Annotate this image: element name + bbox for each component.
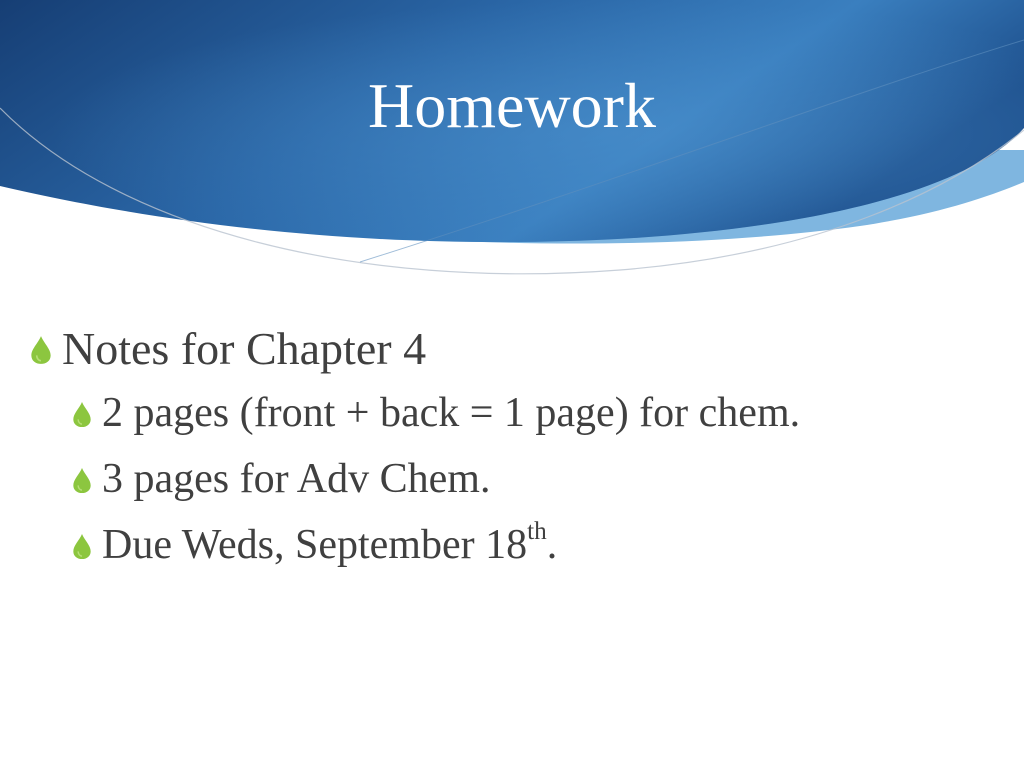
droplet-icon [72,533,92,560]
due-date-text: Due Weds, September 18 [102,522,528,568]
bullet-text: 3 pages for Adv Chem. [102,456,491,502]
bullet-item-adv-chem-pages [30,446,1010,512]
slide-title: Homework [368,70,656,141]
bullet-item-chem-pages [30,380,1010,446]
bullet-item-chapter-notes [30,318,1010,380]
header-background [0,0,1024,300]
bullet-text: 2 pages (front + back = 1 page) for chem. [102,390,801,436]
bullet-text [102,512,557,578]
bullet-item-due-date [30,512,1010,578]
bullet-text: Notes for Chapter 4 [62,323,427,374]
droplet-icon [30,335,52,365]
bullet-list [30,318,1010,578]
droplet-icon [72,467,92,494]
droplet-icon [72,401,92,428]
due-date-ordinal: th [527,518,547,546]
due-date-suffix: . [546,522,558,568]
